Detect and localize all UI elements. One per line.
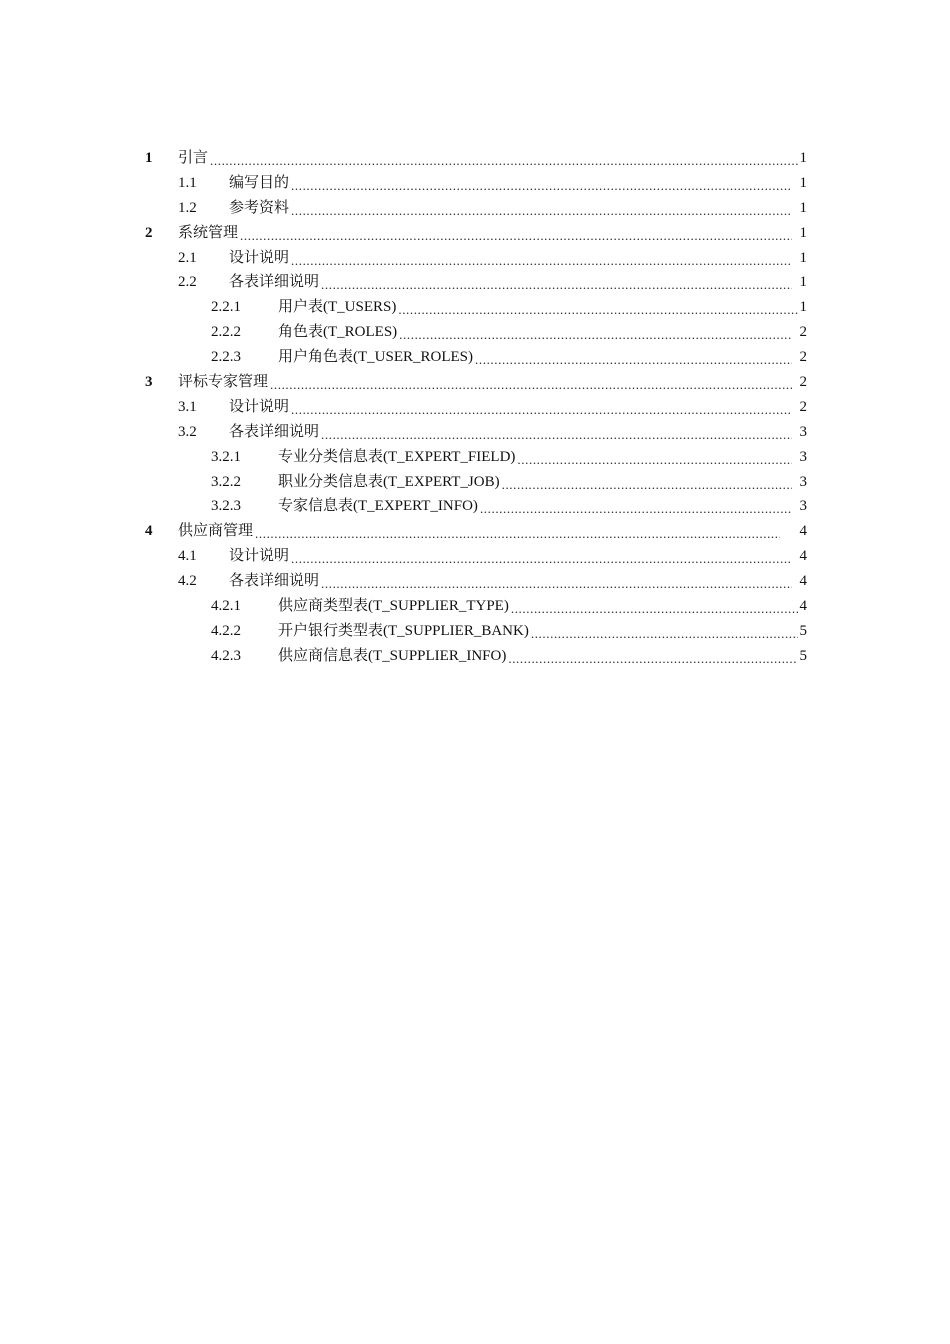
toc-entry[interactable]	[145, 420, 807, 445]
toc-entry-number: 4.2.2	[211, 622, 241, 639]
toc-entry-page: 5	[799, 647, 807, 664]
toc-entry-number: 2.2.3	[211, 349, 241, 366]
toc-dot-leader	[502, 475, 792, 490]
toc-entry-page: 4	[799, 548, 807, 565]
toc-entry[interactable]	[145, 246, 807, 271]
toc-entry[interactable]	[145, 395, 807, 420]
toc-dot-leader	[399, 325, 791, 340]
toc-entry[interactable]	[145, 270, 807, 295]
toc-entry-number: 4.2.3	[211, 647, 241, 664]
toc-entry-page: 4	[799, 573, 807, 590]
toc-entry[interactable]	[145, 494, 807, 519]
toc-entry-page: 1	[799, 199, 807, 216]
toc-dot-leader	[270, 375, 791, 390]
toc-entry-title: 供应商信息表(T_SUPPLIER_INFO)	[278, 647, 507, 664]
toc-entry-title: 设计说明	[229, 548, 290, 565]
toc-entry[interactable]	[145, 644, 807, 669]
toc-entry-title: 设计说明	[229, 398, 290, 415]
toc-entry-number: 4	[145, 523, 153, 540]
toc-entry[interactable]	[145, 544, 807, 569]
toc-entry-page: 4	[799, 523, 807, 540]
toc-entry-page: 4	[799, 597, 807, 614]
toc-entry-page: 1	[799, 299, 807, 316]
toc-entry-number: 4.1	[178, 548, 197, 565]
toc-entry[interactable]	[145, 320, 807, 345]
toc-entry-page: 3	[799, 498, 807, 515]
toc-entry-title: 参考资料	[229, 199, 290, 216]
toc-entry-number: 2.2.1	[211, 299, 241, 316]
toc-entry-number: 2	[145, 224, 153, 241]
toc-dot-leader	[291, 251, 791, 266]
toc-entry[interactable]	[145, 519, 807, 544]
toc-entry-title: 各表详细说明	[229, 274, 320, 291]
toc-dot-leader	[398, 300, 797, 315]
toc-entry-page: 5	[799, 622, 807, 639]
toc-dot-leader	[517, 450, 791, 465]
toc-dot-leader	[321, 574, 791, 589]
toc-entry-page: 1	[799, 249, 807, 266]
toc-entry-page: 2	[799, 398, 807, 415]
toc-entry-number: 3.2.3	[211, 498, 241, 515]
toc-entry[interactable]	[145, 594, 807, 619]
toc-dot-leader	[531, 624, 798, 639]
toc-dot-leader	[321, 425, 791, 440]
toc-entry[interactable]	[145, 569, 807, 594]
toc-dot-leader	[255, 524, 779, 539]
table-of-contents	[145, 146, 807, 669]
toc-entry-number: 3.1	[178, 398, 197, 415]
toc-dot-leader	[291, 201, 791, 216]
toc-entry-title: 各表详细说明	[229, 423, 320, 440]
toc-entry-number: 3	[145, 373, 153, 390]
toc-entry-title: 用户角色表(T_USER_ROLES)	[278, 349, 474, 366]
toc-entry[interactable]	[145, 470, 807, 495]
toc-entry[interactable]	[145, 295, 807, 320]
toc-entry-title: 供应商类型表(T_SUPPLIER_TYPE)	[278, 597, 509, 614]
toc-entry-title: 各表详细说明	[229, 573, 320, 590]
toc-entry-title: 引言	[178, 149, 209, 166]
toc-dot-leader	[321, 275, 791, 290]
toc-entry-page: 3	[799, 448, 807, 465]
toc-entry-page: 2	[799, 324, 807, 341]
toc-entry[interactable]	[145, 221, 807, 246]
toc-entry[interactable]	[145, 445, 807, 470]
toc-entry-number: 2.2.2	[211, 324, 241, 341]
toc-dot-leader	[508, 649, 797, 664]
toc-entry-title: 系统管理	[178, 224, 239, 241]
toc-entry-number: 3.2.1	[211, 448, 241, 465]
toc-entry-title: 供应商管理	[178, 523, 254, 540]
toc-entry-title: 专家信息表(T_EXPERT_INFO)	[278, 498, 478, 515]
toc-entry[interactable]	[145, 171, 807, 196]
toc-dot-leader	[480, 499, 792, 514]
toc-entry-title: 用户表(T_USERS)	[278, 299, 397, 316]
toc-entry-number: 2.1	[178, 249, 197, 266]
toc-entry-number: 4.2	[178, 573, 197, 590]
toc-entry-page: 2	[799, 349, 807, 366]
toc-entry-number: 3.2	[178, 423, 197, 440]
toc-entry-page: 1	[799, 174, 807, 191]
toc-entry-page: 1	[799, 149, 807, 166]
toc-entry-number: 4.2.1	[211, 597, 241, 614]
toc-entry-number: 1.1	[178, 174, 197, 191]
toc-entry-title: 开户银行类型表(T_SUPPLIER_BANK)	[278, 622, 529, 639]
toc-dot-leader	[240, 226, 791, 241]
toc-entry-title: 编写目的	[229, 174, 290, 191]
toc-dot-leader	[210, 151, 797, 166]
toc-entry-number: 3.2.2	[211, 473, 241, 490]
toc-dot-leader	[291, 549, 791, 564]
toc-entry[interactable]	[145, 146, 807, 171]
toc-entry-number: 1	[145, 149, 153, 166]
toc-dot-leader	[511, 599, 798, 614]
toc-entry-number: 1.2	[178, 199, 197, 216]
toc-entry-title: 职业分类信息表(T_EXPERT_JOB)	[278, 473, 500, 490]
toc-entry-page: 1	[799, 224, 807, 241]
toc-entry-page: 2	[799, 373, 807, 390]
toc-entry[interactable]	[145, 370, 807, 395]
toc-dot-leader	[475, 350, 791, 365]
toc-entry-number: 2.2	[178, 274, 197, 291]
toc-entry-title: 专业分类信息表(T_EXPERT_FIELD)	[278, 448, 516, 465]
toc-entry[interactable]	[145, 345, 807, 370]
toc-entry-title: 角色表(T_ROLES)	[278, 324, 398, 341]
toc-entry[interactable]	[145, 196, 807, 221]
toc-entry-page: 1	[799, 274, 807, 291]
toc-entry-page: 3	[799, 473, 807, 490]
toc-dot-leader	[291, 400, 791, 415]
toc-entry-title: 评标专家管理	[178, 373, 269, 390]
toc-entry-page: 3	[799, 423, 807, 440]
toc-dot-leader	[291, 176, 791, 191]
toc-entry-title: 设计说明	[229, 249, 290, 266]
toc-entry[interactable]	[145, 619, 807, 644]
